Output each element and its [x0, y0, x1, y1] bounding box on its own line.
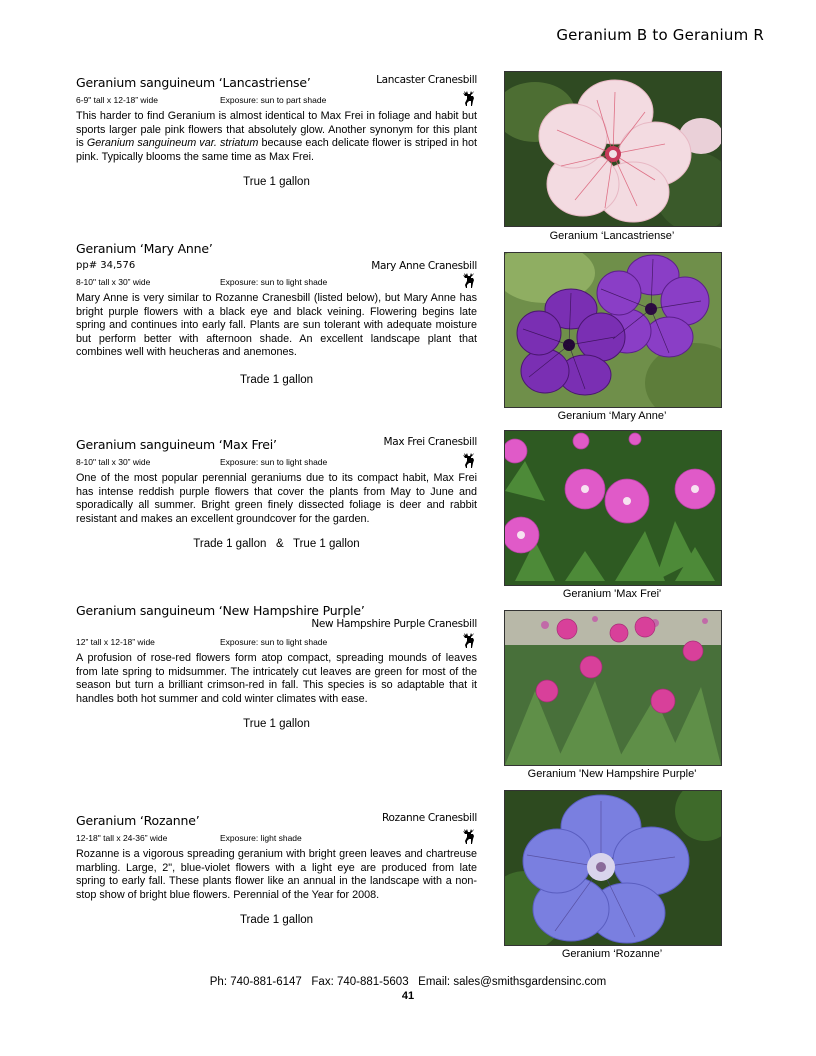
common-name: Rozanne Cranesbill [382, 812, 477, 824]
plant-description: One of the most popular perennial geraniums due to its compact habit, Max Frei has intense reddish purple flowers that cover the plants from May to June and sporadically all summer. Bright green finely dissected foliage is deer and rabbit resistant and makes an excellent groundcover for the garden. [76, 472, 477, 525]
plant-patent: pp# 34,576 [76, 260, 136, 271]
container-sizes: True 1 gallon [243, 718, 310, 731]
common-name: Max Frei Cranesbill [383, 436, 477, 448]
container-sizes: True 1 gallon [243, 176, 310, 189]
plant-exposure: Exposure: sun to part shade [220, 95, 327, 105]
plant-description: Mary Anne is very similar to Rozanne Cranesbill (listed below), but Mary Anne has bright purple flowers with a black eye and black veining. Flowering begins late spring and continues into early fall. Plants are sun tolerant with adequate moisture but perform better with afternoon shade. An excellent landscape plant that combines well with heucheras and anemones. [76, 292, 477, 359]
plant-size: 8-10" tall x 30” wide [76, 457, 151, 467]
deer-resistant-icon [461, 828, 477, 845]
plant-entry-mary-anne [76, 240, 477, 386]
plant-description: A profusion of rose-red flowers form atop compact, spreading mounds of leaves from late spring to midsummer. The intricately cut leaves are green for most of the season but turn a brilliant crimson-red in fall. This species is so adaptable that it handles both hot summer and cold winter climates with ease. [76, 652, 477, 705]
plant-entry-new-hampshire-purple [76, 602, 477, 730]
plant-exposure: Exposure: light shade [220, 833, 302, 843]
deer-resistant-icon [461, 452, 477, 469]
photo-max-frei [504, 430, 722, 586]
caption-new-hampshire-purple: Geranium 'New Hampshire Purple' [527, 768, 697, 780]
photo-new-hampshire-purple [504, 610, 722, 766]
common-name: Lancaster Cranesbill [376, 74, 477, 86]
photo-lancastriense [504, 71, 722, 227]
caption-mary-anne: Geranium ‘Mary Anne’ [557, 410, 667, 422]
plant-description: This harder to find Geranium is almost identical to Max Frei in foliage and habit but sports larger pale pink flowers that absolutely glow. Another synonym for this plant is Geranium sanguineum var. striatum because each delicate flower is striped in hot pink. Typically blooms the same time as Max Frei. [76, 110, 477, 163]
plant-size: 12” tall x 12-18” wide [76, 637, 155, 647]
plant-name: Geranium sanguineum ‘Max Frei’ [76, 437, 277, 452]
deer-resistant-icon [461, 272, 477, 289]
page-header-title: Geranium B to Geranium R [556, 26, 764, 44]
footer-contact: Ph: 740-881-6147 Fax: 740-881-5603 Email: sales@smithsgardensinc.com [209, 976, 607, 988]
caption-rozanne: Geranium ‘Rozanne’ [561, 948, 663, 960]
plant-exposure: Exposure: sun to light shade [220, 277, 328, 287]
plant-name: Geranium sanguineum ‘Lancastriense’ [76, 75, 311, 90]
botanical-synonym: Geranium sanguineum var. striatum [86, 137, 259, 150]
plant-name: Geranium ‘Mary Anne’ [76, 241, 213, 256]
plant-entry-max-frei [76, 436, 477, 550]
plant-name: Geranium ‘Rozanne’ [76, 813, 200, 828]
container-sizes: Trade 1 gallon [239, 914, 314, 927]
page-number: 41 [401, 990, 415, 1002]
plant-size: 8-10" tall x 30” wide [76, 277, 151, 287]
deer-resistant-icon [461, 632, 477, 649]
photo-rozanne [504, 790, 722, 946]
plant-description: Rozanne is a vigorous spreading geranium with bright green leaves and chartreuse marbling. Large, 2", blue-violet flowers with a light eye are produced from late spring to early fall. These plants flower like an annual in the landscape with a non-stop show of bright blue flowers. Perennial of the Year for 2008. [76, 848, 477, 901]
caption-max-frei: Geranium 'Max Frei' [562, 588, 662, 600]
plant-entry-rozanne [76, 812, 477, 926]
plant-exposure: Exposure: sun to light shade [220, 457, 328, 467]
plant-size: 12-18" tall x 24-36” wide [76, 833, 168, 843]
plant-name: Geranium sanguineum ‘New Hampshire Purple’ [76, 603, 365, 618]
common-name: Mary Anne Cranesbill [371, 260, 477, 272]
photo-mary-anne [504, 252, 722, 408]
plant-exposure: Exposure: sun to light shade [220, 637, 328, 647]
container-sizes: Trade 1 gallon & True 1 gallon [193, 538, 360, 551]
container-sizes: Trade 1 gallon [239, 373, 314, 386]
common-name: New Hampshire Purple Cranesbill [311, 618, 477, 630]
plant-entry-lancastriense [76, 74, 477, 188]
caption-lancastriense: Geranium ‘Lancastriense’ [549, 230, 675, 242]
plant-size: 6-9" tall x 12-18” wide [76, 95, 158, 105]
deer-resistant-icon [461, 90, 477, 107]
